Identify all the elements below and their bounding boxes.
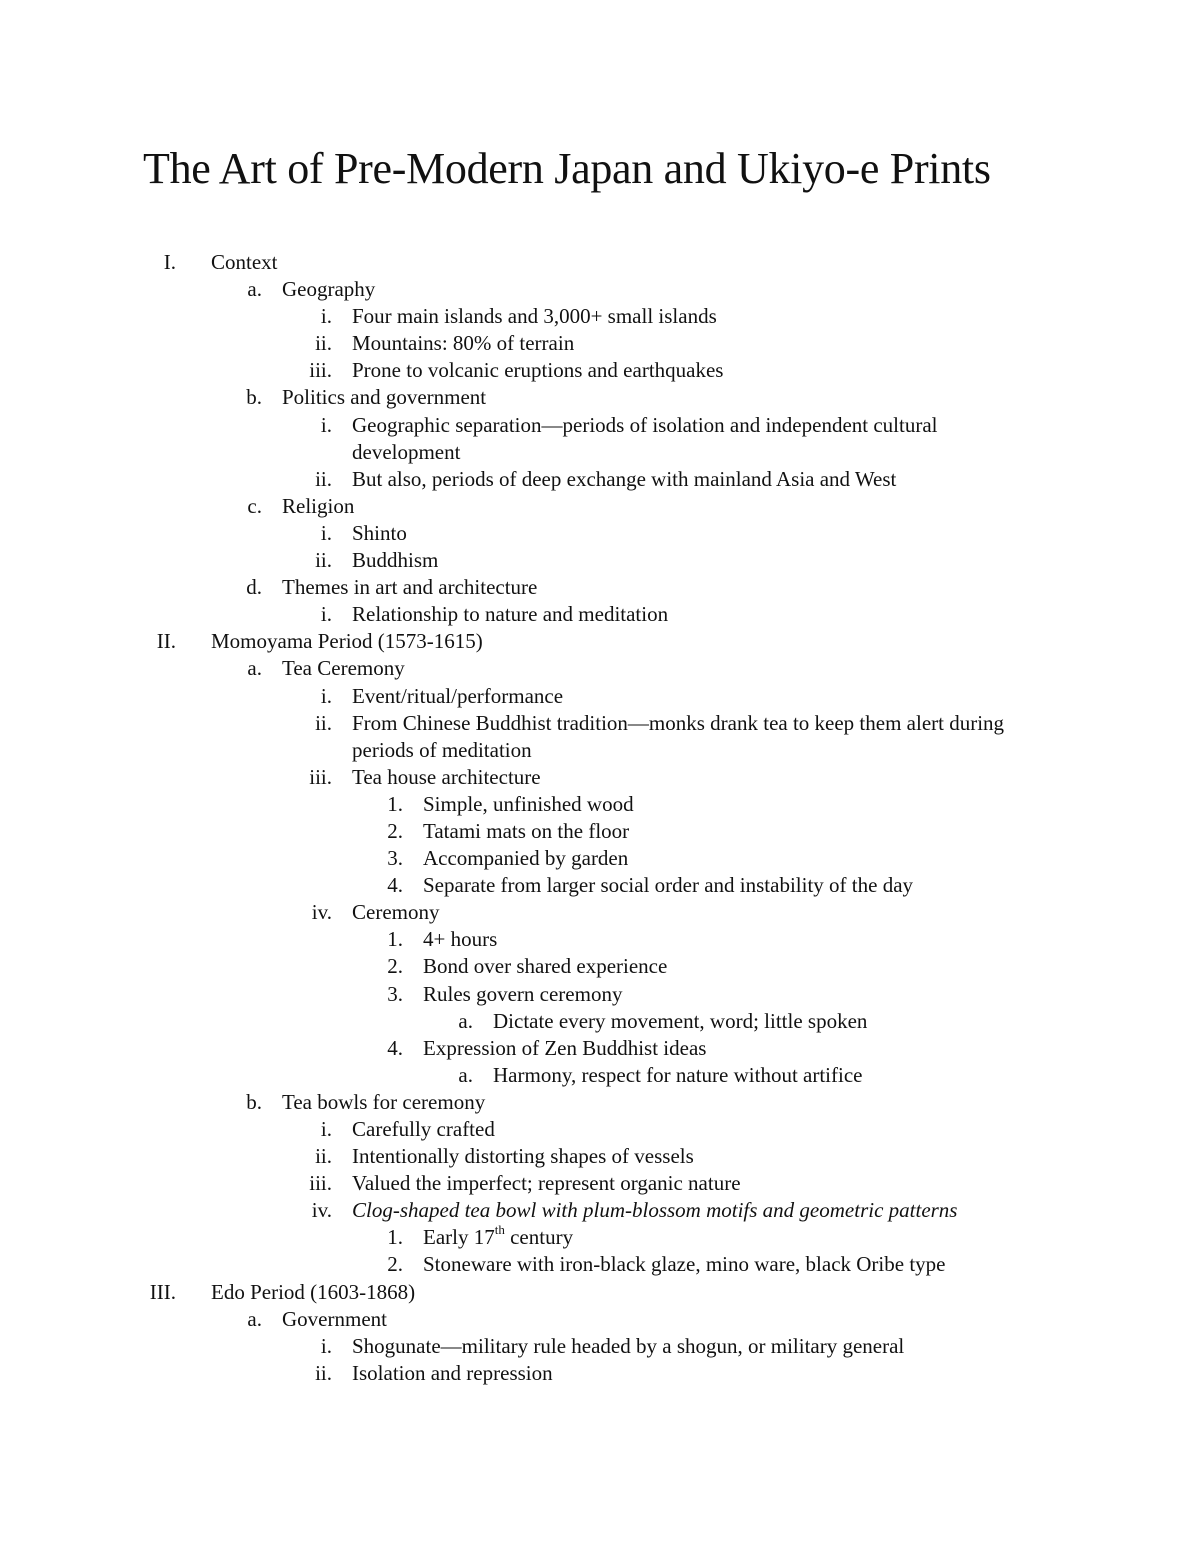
outline-text: Intentionally distorting shapes of vessels [352,1144,694,1169]
outline-text: Prone to volcanic eruptions and earthquakes [352,358,724,383]
outline-text: Relationship to nature and meditation [352,602,669,627]
outline-text: Bond over shared experience [423,954,668,979]
outline-text: Geography [282,277,376,302]
outline-marker: I. [163,250,176,274]
outline-text [423,1224,1200,1251]
outline-marker: 3. [387,846,403,871]
outline-text: Tea house architecture [352,764,541,789]
outline-marker: b. [246,385,262,410]
outline-list [0,249,1200,1387]
outline-text: Valued the imperfect; represent organic nature [352,1171,741,1196]
outline-marker: b. [246,1089,262,1114]
outline-item-level-4 [0,953,1200,980]
outline-item-level-3 [0,466,1200,493]
outline-item-level-4 [0,981,1200,1008]
outline-item-level-3 [0,357,1200,384]
outline-marker: a. [247,277,262,302]
outline-item-level-4 [0,845,1200,872]
outline-text: Mountains: 80% of terrain [352,331,575,356]
outline-marker: i. [320,1333,332,1358]
outline-item-level-1 [0,249,1200,276]
outline-text: Separate from larger social order and instability of the day [423,873,914,898]
outline-item-level-4 [0,926,1200,953]
outline-marker: ii. [315,466,332,491]
outline-marker: i. [320,1117,332,1141]
outline-marker: i. [320,683,332,708]
outline-item-level-2 [0,1306,1200,1333]
outline-item-level-2 [0,574,1200,601]
outline-item-level-3 [0,710,1200,764]
outline-text: From Chinese Buddhist tradition—monks drank tea to keep them alert during periods of meditation [352,710,1005,762]
outline-text: Shinto [352,520,407,545]
outline-marker: 2. [387,818,403,843]
outline-text: Momoyama Period (1573-1615) [211,629,483,654]
outline-marker: 1. [387,791,403,816]
outline-item-level-3 [0,1116,1200,1143]
superscript: th [494,1222,505,1238]
outline-text: Stoneware with iron-black glaze, mino ware, black Oribe type [423,1252,946,1277]
outline-text: Simple, unfinished wood [423,791,634,816]
outline-marker: i. [320,520,332,545]
outline-text: Expression of Zen Buddhist ideas [423,1035,707,1060]
outline-marker: a. [247,656,262,681]
outline-marker: 1. [387,927,403,952]
outline-marker: i. [320,304,332,329]
outline-marker: II. [156,629,176,654]
outline-item-level-3 [0,412,1200,466]
outline-item-level-4 [0,791,1200,818]
outline-marker: a. [458,1008,473,1033]
outline-text: Politics and government [282,385,487,410]
outline-text: Context [211,250,278,274]
outline-text: Tatami mats on the floor [423,818,630,843]
outline-item-level-3 [0,303,1200,330]
outline-text: Religion [282,493,355,518]
outline-item-level-3 [0,330,1200,357]
outline-marker: iii. [309,358,332,383]
outline-marker: ii. [315,1144,332,1169]
outline-text: Rules govern ceremony [423,981,623,1006]
outline-marker: 4. [387,873,403,898]
outline-item-level-2 [0,655,1200,682]
outline-marker: 2. [387,954,403,979]
outline-item-level-2 [0,493,1200,520]
outline-text-main: Early 17 [423,1225,495,1250]
outline-item-level-5 [0,1062,1200,1089]
outline-marker: iii. [309,1171,332,1196]
outline-marker: a. [458,1062,473,1087]
outline-text: Edo Period (1603-1868) [211,1279,416,1304]
outline-text: Themes in art and architecture [282,575,538,600]
outline-text: Clog-shaped tea bowl with plum-blossom motifs and geometric patterns [352,1198,958,1223]
outline-item-level-3 [0,764,1200,791]
outline-marker: 3. [387,981,403,1006]
outline-marker: i. [320,602,332,627]
outline-marker: iii. [309,764,332,789]
outline-item-level-3 [0,520,1200,547]
outline-text: Buddhism [352,548,439,573]
outline-marker: III. [149,1279,176,1304]
outline-text: Tea Ceremony [282,656,405,681]
outline-item-level-5 [0,1008,1200,1035]
outline-item-level-4 [0,1035,1200,1062]
outline-item-level-2 [0,1089,1200,1116]
outline-marker: iv. [311,900,332,925]
outline-text: Event/ritual/performance [352,683,564,708]
outline-marker: c. [247,493,262,518]
outline-item-level-4 [0,1251,1200,1278]
outline-marker: 4. [387,1035,403,1060]
outline-marker: i. [320,412,332,437]
outline-item-level-3 [0,683,1200,710]
outline-text: Isolation and repression [352,1360,553,1385]
outline-text: 4+ hours [423,927,498,952]
outline-marker: ii. [315,1360,332,1385]
outline-text: Ceremony [352,900,440,925]
outline-marker: ii. [315,548,332,573]
outline-text: Geographic separation—periods of isolation and independent cultural development [352,412,938,464]
outline-text: Harmony, respect for nature without artifice [493,1062,863,1087]
outline-item-level-1 [0,1279,1200,1306]
outline-text: Accompanied by garden [423,846,629,871]
outline-item-level-3 [0,1360,1200,1387]
outline-text: But also, periods of deep exchange with mainland Asia and West [352,466,897,491]
outline-marker: 2. [387,1252,403,1277]
outline-text: Government [282,1306,387,1331]
outline-marker: d. [246,575,262,600]
outline-item-level-3 [0,1333,1200,1360]
outline-text: Four main islands and 3,000+ small islands [352,304,717,329]
outline-item-level-3 [0,899,1200,926]
outline-marker: ii. [315,710,332,735]
outline-item-level-3 [0,1170,1200,1197]
outline-item-level-3 [0,547,1200,574]
outline-item-level-2 [0,384,1200,411]
outline-item-level-1 [0,628,1200,655]
outline-text: Carefully crafted [352,1117,495,1141]
outline-item-level-3 [0,601,1200,628]
outline-item-level-2 [0,276,1200,303]
outline-marker: 1. [387,1225,403,1250]
outline-item-level-4 [0,1224,1200,1251]
outline-marker: ii. [315,331,332,356]
outline-text: Dictate every movement, word; little spoken [493,1008,868,1033]
outline-text: Tea bowls for ceremony [282,1089,486,1114]
outline-item-level-4 [0,818,1200,845]
outline-marker: a. [247,1306,262,1331]
outline-text: Shogunate—military rule headed by a shogun, or military general [352,1333,905,1358]
document-title: The Art of Pre-Modern Japan and Ukiyo-e Prints [143,144,991,193]
outline-marker: iv. [311,1198,332,1223]
outline-item-level-4 [0,872,1200,899]
outline-text-after: century [504,1225,574,1250]
outline-item-level-3 [0,1197,1200,1224]
outline-item-level-3 [0,1143,1200,1170]
